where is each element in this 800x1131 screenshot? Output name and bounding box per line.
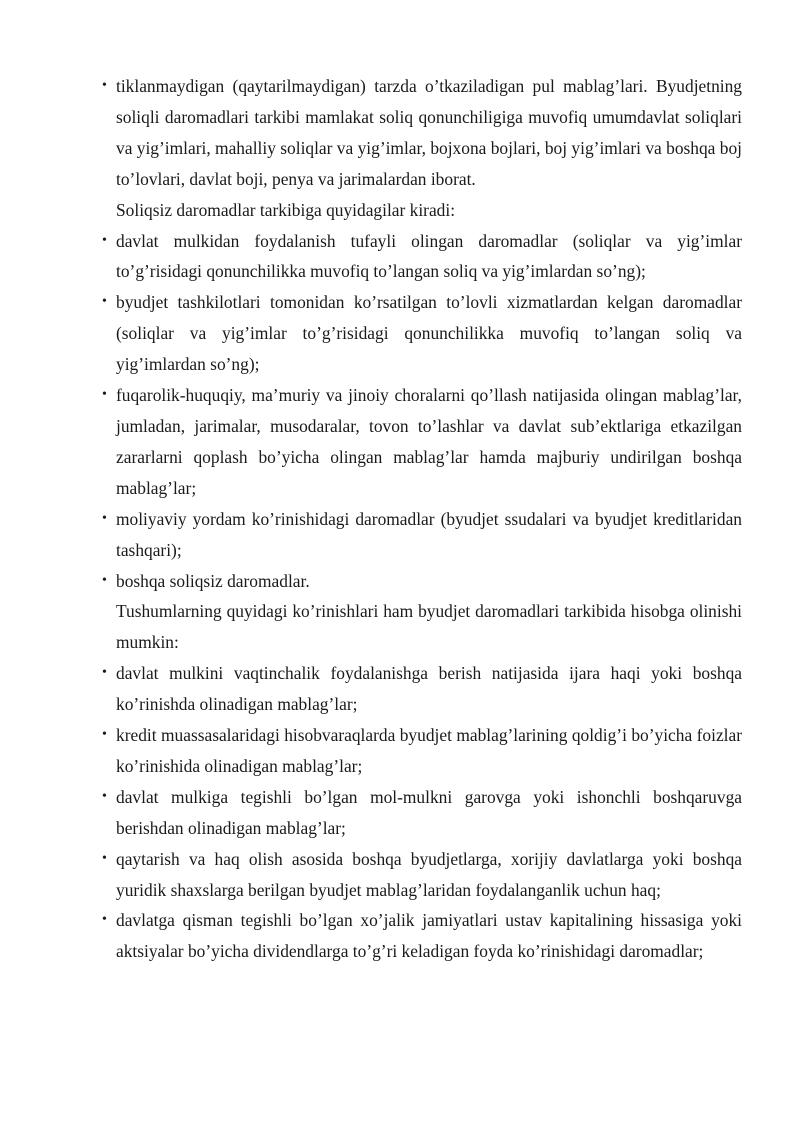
bullet-marker: • <box>102 788 107 804</box>
paragraph: Tushumlarning quyidagi ko’rinishlari ham byudjet daromadlari tarkibida hisobga olinishi mumkin: <box>116 601 742 653</box>
list-item <box>102 782 742 844</box>
list-item <box>102 380 742 504</box>
bullet-marker: • <box>102 665 107 681</box>
list-item <box>102 658 742 720</box>
list-item-text: tiklanmaydigan (qaytarilmaydigan) tarzda o’tkaziladigan pul mablag’lari. Byudjetning soliqli daromadlari tarkibi mamlakat soliq qonunchiligiga muvofiq umumdavlat soliqlari va yig’imlari, mahalliy soliqlar va yig’imlar, bojxona bojlari, boj yig’imlari va boshqa boj to’lovlari, davlat boji, penya va jarimalardan iborat. <box>116 76 742 189</box>
bullet-marker: • <box>102 510 107 526</box>
list-item-text: fuqarolik-huquqiy, ma’muriy va jinoiy choralarni qo’llash natijasida olingan mablag’lar, jumladan, jarimalar, musodaralar, tovon to’lashlar va davlat sub’ektlariga etkazilgan zararlarni qoplash bo’yicha olingan mablag’lar hamda majburiy undirilgan boshqa mablag’lar; <box>116 385 742 498</box>
list-item-text: kredit muassasalaridagi hisobvaraqlarda byudjet mablag’larining qoldig’i bo’yicha foizlar ko’rinishida olinadigan mablag’lar; <box>116 725 742 776</box>
list-item-text: moliyaviy yordam ko’rinishidagi daromadlar (byudjet ssudalari va byudjet kreditlaridan tashqari); <box>116 508 742 560</box>
bullet-marker: • <box>102 232 107 248</box>
bullet-marker: • <box>102 572 107 588</box>
bullet-marker: • <box>102 912 107 928</box>
list-item <box>102 566 742 597</box>
list-item <box>102 844 742 906</box>
bullet-marker: • <box>102 294 107 310</box>
bullet-marker: • <box>102 727 107 743</box>
list-item-text: boshqa soliqsiz daromadlar. <box>116 570 310 591</box>
list-item <box>102 287 742 380</box>
list-item <box>102 905 742 967</box>
list-item-text: davlat mulkini vaqtinchalik foydalanishga berish natijasida ijara haqi yoki boshqa ko’rinishda olinadigan mablag’lar; <box>116 663 742 715</box>
list-item <box>102 71 742 195</box>
bullet-marker: • <box>102 850 107 866</box>
list-item-text: davlat mulkiga tegishli bo’lgan mol-mulkni garovga yoki ishonchli boshqaruvga berishdan olinadigan mablag’lar; <box>116 786 742 838</box>
bullet-marker: • <box>102 387 107 403</box>
list-item-text: byudjet tashkilotlari tomonidan ko’rsatilgan to’lovli xizmatlardan kelgan daromadlar (soliqlar va yig’imlar to’g’risidagi qonunchilikka muvofiq to’langan soliq va yig’imlardan so’ng); <box>116 292 742 375</box>
list-item-text: davlat mulkidan foydalanish tufayli olingan daromadlar (soliqlar va yig’imlar to’g’risidagi qonunchilikka muvofiq to’langan soliq va yig’imlardan so’ng); <box>116 230 742 282</box>
paragraph: Soliqsiz daromadlar tarkibiga quyidagilar kiradi: <box>116 199 456 220</box>
bullet-marker: • <box>102 78 107 93</box>
list-item <box>102 720 742 782</box>
list-item <box>102 504 742 566</box>
list-item <box>102 226 742 288</box>
list-item-text: qaytarish va haq olish asosida boshqa byudjetlarga, xorijiy davlatlarga yoki boshqa yuridik shaxslarga berilgan byudjet mablag’laridan foydalanganlik uchun haq; <box>116 848 742 900</box>
list-item-text: davlatga qisman tegishli bo’lgan xo’jalik jamiyatlari ustav kapitalining hissasiga yoki aktsiyalar bo’yicha dividendlarga to’g’ri keladigan foyda ko’rinishidagi daromadlar; <box>116 910 742 962</box>
